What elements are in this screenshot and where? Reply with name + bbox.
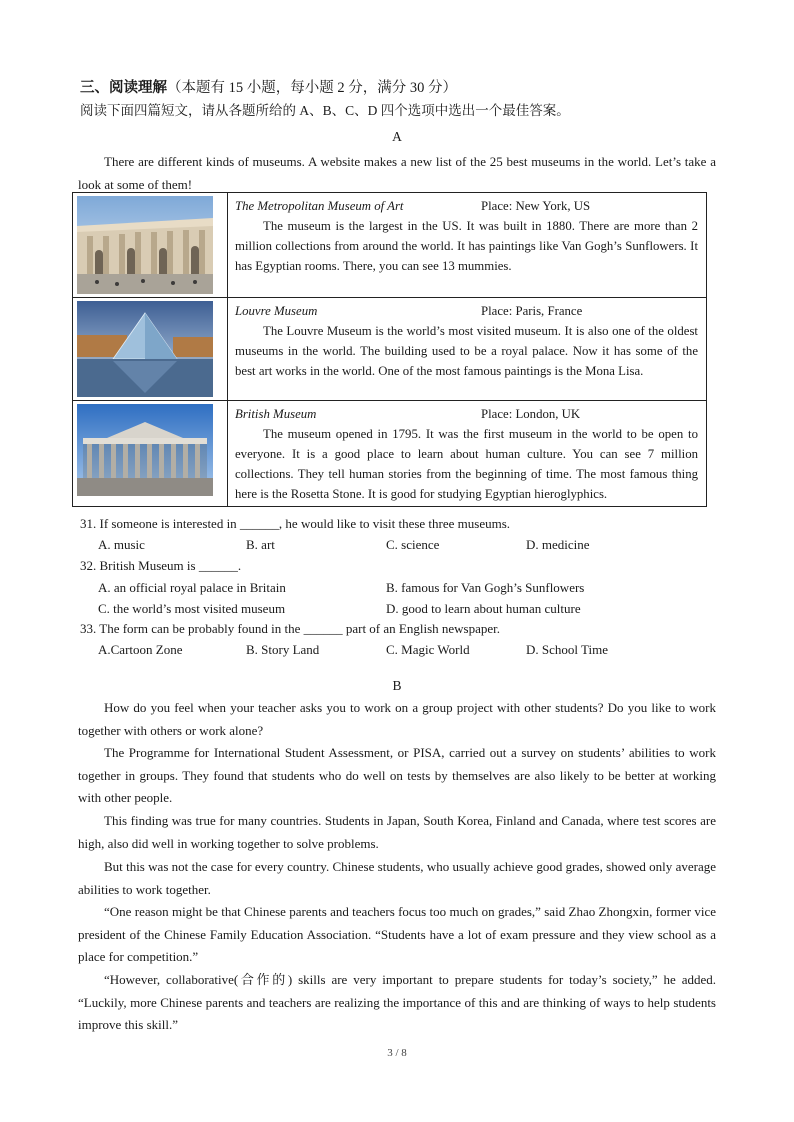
q31-option-d: D. medicine [526, 537, 590, 552]
museum-row-met [73, 193, 707, 298]
question-31: 31. If someone is interested in ______, he would like to visit these three museums. [80, 516, 511, 531]
passage-b-paragraph-4: But this was not the case for every country. Chinese students, who usually achieve good grades, showed only average abilities to work together. [78, 859, 716, 897]
museum-name: The Metropolitan Museum of Art [235, 199, 404, 213]
met-text-cell [228, 193, 707, 298]
passage-b-paragraph-1: How do you feel when your teacher asks you to work on a group project with other students? Do you like to work together with others or work alone? [78, 700, 716, 738]
met-photo-cell [73, 193, 228, 298]
passage-a-intro [78, 151, 716, 196]
louvre-museum-photo [77, 301, 213, 397]
intro-text: There are different kinds of museums. A website makes a new list of the 25 best museums in the world. Let’s take a look at some of them! [78, 154, 716, 192]
museum-row-british [73, 401, 707, 507]
passage-b-letter: B [392, 678, 402, 693]
q33-option-b: B. Story Land [246, 642, 320, 657]
q32-option-a: A. an official royal palace in Britain [98, 580, 286, 595]
museum-row-louvre [73, 298, 707, 401]
passage-a-letter: A [392, 129, 402, 144]
passage-b-paragraph-2: The Programme for International Student Assessment, or PISA, carried out a survey on students’ abilities to work together in groups. They found that students who do well on tests by themselves are also likely to be better at working with other people. [78, 745, 716, 805]
passage-b-paragraph-5: “One reason might be that Chinese parents and teachers focus too much on grades,” said Zhao Zhongxin, former vice president of the Chinese Family Education Association. “Students have a lot of exam pressure and they view school as a place for competition.” [78, 904, 716, 964]
museum-place: Place: New York, US [481, 199, 591, 213]
q31-option-b: B. art [246, 537, 275, 552]
museum-description: The museum opened in 1795. It was the first museum in the world to be open to everyone. It is a good place to learn about human culture. You can see 7 million collections. They tell human stories from the beginning of time. The most famous thing here is the Rosetta Stone. It is good for studying Egyptian hieroglyphics. [235, 427, 698, 501]
q32-option-d: D. good to learn about human culture [386, 601, 581, 616]
section-heading [80, 78, 457, 98]
q32-option-b: B. famous for Van Gogh’s Sunflowers [386, 580, 585, 595]
museum-name: Louvre Museum [235, 304, 318, 318]
met-museum-photo [77, 196, 213, 294]
british-photo-cell [73, 401, 228, 507]
louvre-text-cell [228, 298, 707, 401]
british-text-cell [228, 401, 707, 507]
q33-option-a: A.Cartoon Zone [98, 642, 183, 657]
section-detail: （本题有 15 小题，每小题 2 分，满分 30 分） [167, 80, 457, 96]
section-instruction: 阅读下面四篇短文，请从各题所给的 A、B、C、D 四个选项中选出一个最佳答案。 [80, 103, 570, 118]
section-title: 三、阅读理解 [80, 80, 167, 96]
museum-table [72, 192, 707, 507]
question-33: 33. The form can be probably found in the ______ part of an English newspaper. [80, 621, 500, 636]
q31-option-a: A. music [98, 537, 145, 552]
page-number: 3 / 8 [387, 1047, 407, 1059]
museum-name: British Museum [235, 407, 317, 421]
passage-b-paragraph-6: “However, collaborative(合作的) skills are very important to prepare students for today’s society,” he added. “Luckily, more Chinese parents and teachers are realizing the importance of this and are thinking of ways to help students improve this skill.” [78, 972, 716, 1032]
question-32: 32. British Museum is ______. [80, 558, 242, 573]
q33-option-c: C. Magic World [386, 642, 470, 657]
louvre-photo-cell [73, 298, 228, 401]
museum-place: Place: London, UK [481, 407, 581, 421]
q32-option-c: C. the world’s most visited museum [98, 601, 286, 616]
q31-option-c: C. science [386, 537, 440, 552]
museum-description: The Louvre Museum is the world’s most visited museum. It is also one of the oldest museums in the world. The building used to be a royal palace. Now it has some of the best art works in the world. One of the most famous paintings is the Mona Lisa. [235, 324, 698, 378]
museum-description: The museum is the largest in the US. It was built in 1880. There are more than 2 million collections from around the world. It has paintings like Van Gogh’s Sunflowers. It has Egyptian rooms. There, you can see 13 mummies. [235, 219, 698, 273]
museum-place: Place: Paris, France [481, 304, 583, 318]
q33-option-d: D. School Time [526, 642, 608, 657]
british-museum-photo [77, 404, 213, 496]
passage-b-paragraph-3: This finding was true for many countries. Students in Japan, South Korea, Finland and Canada, where test scores are high, also did well in working together to solve problems. [78, 813, 716, 851]
